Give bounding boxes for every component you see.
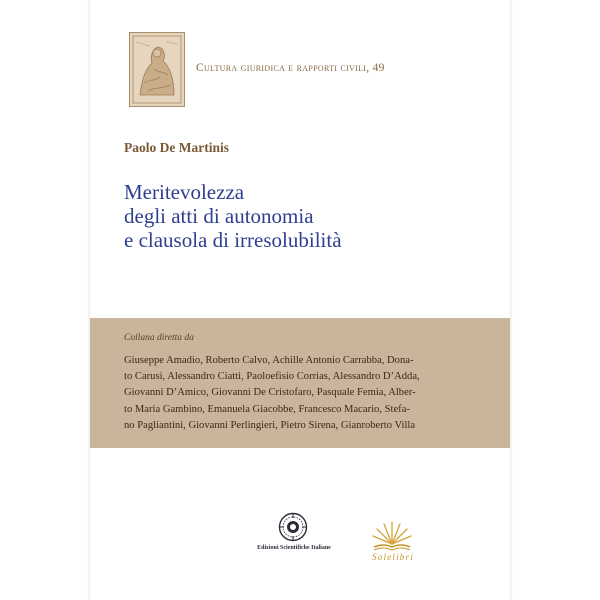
- imprint-name: Solelibri: [372, 552, 414, 562]
- author-name: Paolo De Martinis: [124, 140, 229, 155]
- directors-list: [124, 353, 479, 434]
- directors-line: Giuseppe Amadio, Roberto Calvo, Achille Antonio Carrabba, Dona-: [124, 355, 414, 366]
- directors-line: to Maria Gambino, Emanuela Giacobbe, Francesco Macario, Stefa-: [124, 403, 410, 415]
- collana-heading: Collana diretta da: [124, 333, 194, 343]
- book-title-line: Meritevolezza: [124, 180, 245, 204]
- book-title: [124, 180, 484, 252]
- directors-line: to Carusi, Alessandro Ciatti, Paoloefisio Corrias, Alessandro D’Adda,: [124, 371, 420, 383]
- rising-sun-book-icon: [370, 518, 414, 552]
- book-title-line: e clausola di irresolubilità: [124, 228, 342, 252]
- publisher-name: Edizioni Scientifiche Italiane: [257, 545, 331, 551]
- esi-emblem-icon: [278, 512, 308, 542]
- series-title: Cultura giuridica e rapporti civili, 49: [196, 62, 385, 74]
- directors-line: no Pagliantini, Giovanni Perlingieri, Pietro Sirena, Gianroberto Villa: [124, 419, 416, 431]
- directors-line: Giovanni D’Amico, Giovanni De Cristofaro, Pasquale Femia, Alber-: [124, 387, 416, 399]
- engraving-figure-icon: [129, 32, 185, 107]
- book-title-line: degli atti di autonomia: [124, 204, 314, 228]
